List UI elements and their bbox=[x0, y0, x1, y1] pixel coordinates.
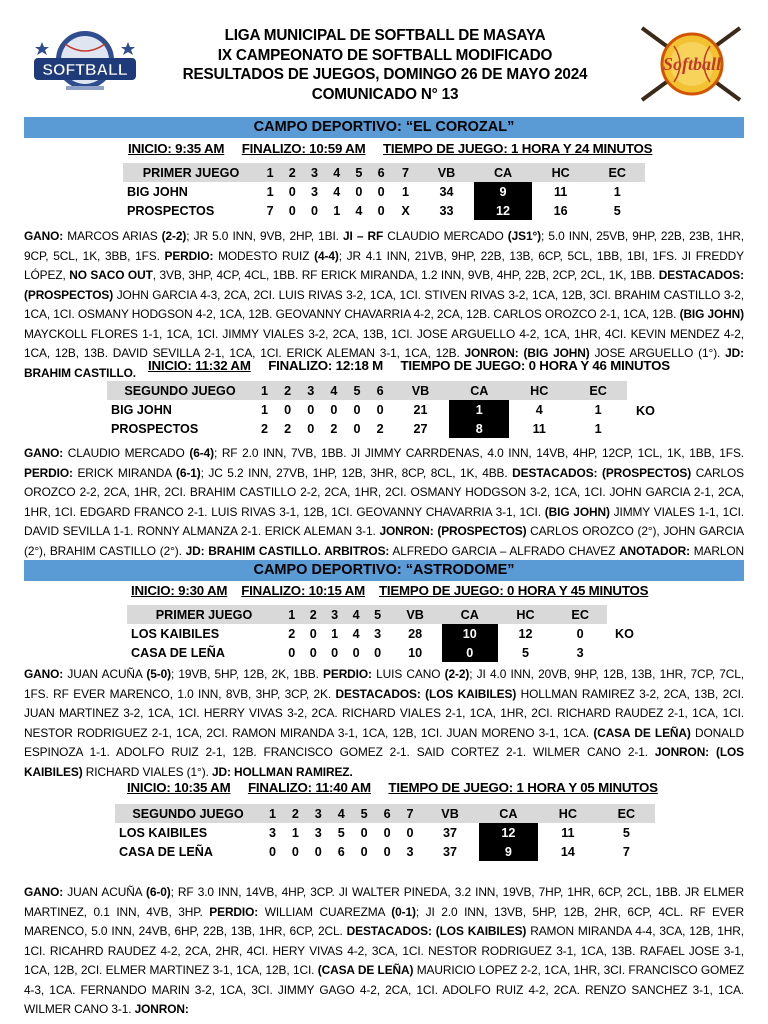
title-line-1: LIGA MUNICIPAL DE SOFTBALL DE MASAYA bbox=[224, 27, 546, 44]
game-3-finalizo: FINALIZO: 10:15 AM bbox=[241, 583, 365, 598]
column-header: 6 bbox=[370, 163, 392, 182]
game-1-team-row bbox=[123, 182, 645, 201]
column-header: VB bbox=[421, 804, 478, 823]
score-cell: 12 bbox=[479, 823, 539, 842]
game-1-finalizo: FINALIZO: 10:59 AM bbox=[241, 141, 366, 156]
summary-text: , 3VB, 3HP, 4CP, 4CL, 1BB. RF ERICK MIRANDA, 1.2 INN, 9VB, 4HP, 22B, 2CP, 2CL, 1K, 1BB. bbox=[152, 268, 659, 282]
game-4-team-row bbox=[115, 823, 655, 842]
game-1-scoreboard bbox=[123, 163, 645, 220]
column-header: 5 bbox=[353, 804, 376, 823]
title-line-3: RESULTADOS DE JUEGOS, DOMINGO 26 DE MAYO 2024 bbox=[182, 66, 588, 84]
score-cell: 0 bbox=[360, 844, 368, 859]
summary-label: (6-4) bbox=[189, 446, 214, 460]
game-2-tiempo: TIEMPO DE JUEGO: 0 HORA Y 46 MINUTOS bbox=[400, 358, 670, 373]
summary-text: RICHARD VIALES (1°). bbox=[82, 764, 212, 779]
summary-label: JD: BRAHIM CASTILLO. bbox=[24, 346, 744, 380]
game-3-times bbox=[131, 583, 648, 598]
team-name: CASA DE LEÑA bbox=[131, 645, 225, 660]
score-cell: 2 bbox=[330, 421, 338, 436]
field-banner-el-corozal: CAMPO DEPORTIVO: “EL COROZAL” bbox=[24, 117, 744, 138]
score-cell: 5 bbox=[337, 825, 345, 840]
score-cell: 0 bbox=[377, 203, 385, 218]
summary-label: JONRON: (LOS KAIBILES) bbox=[24, 745, 744, 779]
score-cell: 0 bbox=[331, 645, 339, 660]
score-cell: 0 bbox=[352, 645, 360, 660]
game-header-label: PRIMER JUEGO bbox=[127, 605, 281, 624]
column-header: CA bbox=[479, 804, 539, 823]
summary-label: GANO: bbox=[24, 446, 64, 460]
score-cell: X bbox=[401, 203, 410, 218]
score-cell: 0 bbox=[307, 421, 315, 436]
score-cell: 16 bbox=[553, 203, 568, 218]
game-2-scoreboard bbox=[107, 381, 627, 438]
summary-label: JD: BRAHIM CASTILLO. ARBITROS: bbox=[185, 543, 390, 558]
game-3-ko-label: KO bbox=[615, 627, 634, 641]
column-header: 6 bbox=[376, 804, 399, 823]
column-header: 5 bbox=[348, 163, 370, 182]
summary-text: ; JR 5.0 INN, 9VB, 2HP, 1BI. bbox=[186, 229, 343, 243]
score-cell: 33 bbox=[439, 203, 454, 218]
score-cell: 0 bbox=[377, 184, 385, 199]
summary-text: MAURICIO LOPEZ 2-2, 1CA, 1HR, 3CI. FRANCISCO GOMEZ 4-3, 1CA. FERNANDO MARIN 3-2, 1CA, 3CI. JIMMY GAGO 4-2, 2CA, 1CI. ADOLFO RUIZ 4-2, 2CA. RENZO SANCHEZ 3-1, 1CA. WILMER CANO 3-1. bbox=[24, 963, 745, 1016]
summary-label: (BIG JOHN) bbox=[544, 504, 610, 519]
summary-label: (2-2) bbox=[444, 667, 470, 681]
column-header: EC bbox=[569, 381, 627, 400]
score-cell: 9 bbox=[474, 182, 532, 201]
softball-logo-right bbox=[636, 20, 748, 108]
game-1-header-row bbox=[123, 163, 645, 182]
document-title bbox=[160, 26, 610, 104]
column-header: VB bbox=[392, 381, 450, 400]
summary-text: RAMON MIRANDA 4-4, 3CA, 12B, 1HR, 1CI. RICAHRD RAUDEZ 4-2, 2CA, 2HR, 4CI. HERY VIVAS 4-2, 3CA, 1CI. NESTOR RODRIGUEZ 3-1, 1CA, 13B. RAFAEL JOSE 3-1, 1CA, 12B, 2CI. ELMER MARTINEZ 3-1, 1CA, 12B, 1CI. bbox=[24, 924, 744, 977]
summary-text: ; JI 2.0 INN, 13VB, 5HP, 12B, 2HR, 6CP, 4CL. RF EVER MARENCO, 5.0 INN, 24VB, 6HP, 22B, 13B, 1HR, 6CP, 2CL. bbox=[24, 904, 744, 938]
summary-text: CLAUDIO MERCADO bbox=[63, 446, 190, 460]
game-2-inicio: INICIO: 11:32 AM bbox=[148, 358, 251, 373]
summary-label: DESTACADOS: (PROSPECTOS) bbox=[512, 465, 692, 480]
score-cell: 0 bbox=[311, 203, 319, 218]
summary-text: ; 5.0 INN, 25VB, 9HP, 22B, 23B, 1HR, 9CP, 5CL, 1K, 3BB, 1FS. bbox=[24, 229, 744, 263]
summary-label: (4-4) bbox=[314, 248, 339, 263]
column-header: HC bbox=[509, 381, 569, 400]
game-4-times bbox=[127, 780, 658, 795]
summary-text: ERICK MIRANDA bbox=[72, 465, 176, 480]
summary-text: LUIS CANO bbox=[371, 667, 445, 681]
summary-label: NO SACO OUT bbox=[69, 268, 153, 282]
score-cell: 7 bbox=[266, 203, 274, 218]
game-3-header-row bbox=[127, 605, 607, 624]
game-1-team-row bbox=[123, 201, 645, 220]
column-header: 5 bbox=[345, 381, 368, 400]
game-4-summary bbox=[24, 883, 744, 1020]
column-header: EC bbox=[589, 163, 645, 182]
game-3-team-row bbox=[127, 624, 607, 643]
summary-label: JD: HOLLMAN RAMIREZ. bbox=[211, 764, 353, 779]
score-cell: 3 bbox=[311, 184, 319, 199]
summary-label: (5-0) bbox=[146, 667, 171, 681]
column-header: EC bbox=[553, 605, 607, 624]
game-4-scoreboard bbox=[115, 804, 655, 861]
score-cell: 5 bbox=[521, 645, 529, 660]
column-header: 2 bbox=[276, 381, 299, 400]
score-cell: 0 bbox=[383, 844, 391, 859]
score-cell: 1 bbox=[261, 402, 269, 417]
score-cell: 11 bbox=[532, 421, 546, 436]
score-cell: 0 bbox=[374, 645, 382, 660]
score-cell: 3 bbox=[576, 645, 584, 660]
summary-label: PERDIO: bbox=[323, 667, 372, 681]
score-cell: 0 bbox=[288, 184, 296, 199]
field-banner-astrodome: CAMPO DEPORTIVO: “ASTRODOME” bbox=[24, 560, 744, 581]
summary-text: ; RF 3.0 INN, 14VB, 4HP, 3CP. JI WALTER PINEDA, 3.2 INN, 19VB, 7HP, 1HR, 6CP, 2CL, 1BB. JR ELMER MARTINEZ, 0.1 INN, 4VB, 3HP. bbox=[24, 885, 744, 919]
game-3-tiempo: TIEMPO DE JUEGO: 0 HORA Y 45 MINUTOS bbox=[378, 583, 649, 598]
column-header: VB bbox=[419, 163, 474, 182]
team-name: BIG JOHN bbox=[127, 184, 188, 199]
game-header-label: SEGUNDO JUEGO bbox=[107, 381, 253, 400]
score-cell: 0 bbox=[576, 626, 584, 641]
column-header: 2 bbox=[302, 605, 323, 624]
summary-label: PERDIO: bbox=[164, 248, 214, 263]
column-header: 7 bbox=[399, 804, 422, 823]
score-cell: 0 bbox=[307, 402, 315, 417]
score-cell: 2 bbox=[288, 626, 296, 641]
summary-text: ; RF 2.0 INN, 7VB, 1BB. JI JIMMY CARRDENAS, 4.0 INN, 14VB, 4HP, 12CP, 1CL, 1K, 1BB, 1FS. bbox=[213, 446, 744, 460]
score-cell: 0 bbox=[383, 825, 391, 840]
column-header: 5 bbox=[367, 605, 388, 624]
column-header: CA bbox=[474, 163, 532, 182]
summary-label: GANO: bbox=[24, 885, 64, 899]
score-cell: 34 bbox=[439, 184, 454, 199]
score-cell: 0 bbox=[268, 844, 276, 859]
score-cell: 1 bbox=[613, 184, 621, 199]
score-cell: 0 bbox=[288, 203, 296, 218]
game-2-team-row bbox=[107, 400, 627, 419]
column-header: 4 bbox=[322, 381, 345, 400]
summary-label: GANO: bbox=[24, 229, 64, 243]
score-cell: 0 bbox=[353, 402, 361, 417]
logo-right-text: Softball bbox=[662, 54, 722, 74]
column-header: 7 bbox=[392, 163, 419, 182]
column-header: 4 bbox=[345, 605, 366, 624]
column-header: VB bbox=[388, 605, 442, 624]
document-header bbox=[0, 0, 768, 115]
column-header: CA bbox=[442, 605, 498, 624]
summary-text: CARLOS OROZCO 2-2, 2CA, 1HR, 2CI. BRAHIM CASTILLO 2-2, 2CA, 1HR, 2CI. OSMANY HODGSON 3-2, 1CA, 1CI. JOHN GARCIA 2-1, 2CA, 1HR, 1CI. EDGARD FRANCO 2-1. LUIS RIVAS 3-1, 12B, 1CI. GEOVANNY CHAVARRIA 3-1, 1CI. bbox=[24, 465, 744, 519]
summary-label: ANOTADOR: bbox=[619, 543, 690, 558]
score-cell: 11 bbox=[554, 184, 568, 199]
summary-text: ; JR 4.1 INN, 21VB, 9HP, 22B, 13B, 6CP, 5CL, 1BB, 1BI, 1FS. JI FREDDY LÓPEZ, bbox=[24, 248, 745, 282]
summary-label: JI – RF bbox=[343, 229, 384, 243]
game-1-inicio: INICIO: 9:35 AM bbox=[128, 141, 225, 156]
summary-text: JUAN ACUÑA bbox=[63, 667, 147, 681]
score-cell: 0 bbox=[442, 643, 498, 662]
summary-text: DONALD ESPINOZA 1-1. ADOLFO RUIZ 2-1, 12B. FRANCISCO GOMEZ 2-1. SAID CORTEZ 2-1. WILMER CANO 2-1. bbox=[24, 725, 744, 759]
score-cell: 1 bbox=[291, 825, 299, 840]
score-cell: 5 bbox=[613, 203, 621, 218]
score-cell: 0 bbox=[309, 645, 317, 660]
summary-label: DESTACADOS: (PROSPECTOS) bbox=[24, 268, 744, 302]
score-cell: 6 bbox=[337, 844, 345, 859]
column-header: CA bbox=[449, 381, 509, 400]
game-2-times bbox=[148, 358, 670, 373]
team-name: BIG JOHN bbox=[111, 402, 172, 417]
summary-text: JOSE ARGUELLO (1°). bbox=[589, 346, 726, 360]
score-cell: 4 bbox=[355, 203, 363, 218]
summary-label: (BIG JOHN) bbox=[679, 307, 744, 321]
summary-label: GANO: bbox=[24, 667, 64, 681]
score-cell: 0 bbox=[288, 645, 296, 660]
summary-text: HOLLMAN RAMIREZ 3-2, 2CA, 13B, 2CI. JUAN MARTINEZ 3-2, 1CA, 1CI. HERRY VIVAS 3-2, 2CA. RICHARD VIALES 2-1, 1CA, 1HR, 2CI. RICHARD RAUDEZ 2-1, 1CA, 1CI. NESTOR RODRIGUEZ 2-1, 1CA, 2CI. RAMON MIRANDA 3-1, 1CA, 12B, 1CI. JUAN MORENO 3-1, 1CA. bbox=[24, 686, 744, 740]
summary-text: MARCOS ARIAS bbox=[63, 229, 162, 243]
score-cell: 2 bbox=[284, 421, 292, 436]
score-cell: 27 bbox=[413, 421, 428, 436]
column-header: 2 bbox=[284, 804, 307, 823]
team-name: PROSPECTOS bbox=[127, 203, 215, 218]
score-cell: 0 bbox=[314, 844, 322, 859]
score-cell: 2 bbox=[261, 421, 269, 436]
column-header: 3 bbox=[307, 804, 330, 823]
game-2-team-row bbox=[107, 419, 627, 438]
game-3-team-row bbox=[127, 643, 607, 662]
column-header: 1 bbox=[253, 381, 276, 400]
summary-label: DESTACADOS: (LOS KAIBILES) bbox=[346, 924, 527, 938]
score-cell: 1 bbox=[594, 402, 602, 417]
score-cell: 4 bbox=[333, 184, 341, 199]
score-cell: 1 bbox=[331, 626, 339, 641]
summary-label: PERDIO: bbox=[209, 904, 259, 919]
game-3-inicio: INICIO: 9:30 AM bbox=[131, 583, 228, 598]
summary-text: JOHN GARCIA 4-3, 2CA, 2CI. LUIS RIVAS 3-2, 1CA, 1CI. STIVEN RIVAS 3-2, 1CA, 12B, 3CI. BRAHIM CASTILLO 3-2, 1CA, 1CI. OSMANY HODGSON 4-2, 1CA, 12B. GEOVANNY CHAVARRIA 4-2, 2CA, 12B. CARLOS OROZCO 2-1, 1CA, 12B. bbox=[24, 287, 744, 321]
game-2-header-row bbox=[107, 381, 627, 400]
score-cell: 5 bbox=[622, 825, 630, 840]
score-cell: 2 bbox=[376, 421, 384, 436]
team-name: LOS KAIBILES bbox=[119, 825, 208, 840]
game-header-label: SEGUNDO JUEGO bbox=[115, 804, 261, 823]
score-cell: 10 bbox=[408, 645, 423, 660]
score-cell: 1 bbox=[594, 421, 602, 436]
summary-label: PERDIO: bbox=[24, 465, 73, 480]
score-cell: 0 bbox=[330, 402, 338, 417]
score-cell: 14 bbox=[560, 844, 575, 859]
summary-text: CLAUDIO MERCADO bbox=[383, 229, 508, 243]
softball-logo-left bbox=[32, 22, 138, 102]
summary-label: (CASA DE LEÑA) bbox=[317, 963, 414, 977]
column-header: HC bbox=[498, 605, 554, 624]
summary-text: CARLOS OROZCO (2°), JOHN GARCIA (2°), BRAHIM CASTILLO (2°). bbox=[24, 524, 745, 558]
score-cell: 12 bbox=[474, 201, 532, 220]
game-header-label: PRIMER JUEGO bbox=[123, 163, 259, 182]
column-header: 3 bbox=[324, 605, 345, 624]
summary-text: ; JC 5.2 INN, 27VB, 1HP, 12B, 3HR, 8CP, 8CL, 1K, 4BB. bbox=[200, 465, 513, 480]
score-cell: 7 bbox=[622, 844, 630, 859]
summary-label: JONRON: (BIG JOHN) bbox=[464, 346, 590, 360]
score-cell: 11 bbox=[561, 825, 575, 840]
summary-label: (2-2) bbox=[161, 229, 187, 243]
score-cell: 0 bbox=[353, 421, 361, 436]
summary-text: ; JI 4.0 INN, 20VB, 9HP, 12B, 13B, 1HR, 7CP, 7CL, 1FS. RF EVER MARENCO, 1.0 INN, 8VB, 3HP, 3CP, 2K. bbox=[24, 667, 744, 701]
score-cell: 0 bbox=[376, 402, 384, 417]
score-cell: 0 bbox=[406, 825, 414, 840]
game-1-times bbox=[128, 141, 652, 156]
score-cell: 1 bbox=[449, 400, 509, 419]
score-cell: 37 bbox=[443, 844, 458, 859]
score-cell: 21 bbox=[413, 402, 428, 417]
score-cell: 8 bbox=[449, 419, 509, 438]
game-2-finalizo: FINALIZO: 12:18 M bbox=[268, 358, 384, 373]
summary-text: WILLIAM CUAREZMA bbox=[258, 904, 392, 919]
score-cell: 0 bbox=[309, 626, 317, 641]
column-header: 4 bbox=[326, 163, 348, 182]
summary-text: JUAN ACUÑA bbox=[63, 885, 146, 899]
summary-text: JIMMY VIALES 1-1, 1CI. DAVID SEVILLA 1-1. RONNY ALMANZA 2-1. ERICK ALEMAN 3-1. bbox=[24, 504, 744, 538]
score-cell: 9 bbox=[479, 842, 539, 861]
game-4-header-row bbox=[115, 804, 655, 823]
score-cell: 4 bbox=[535, 402, 543, 417]
summary-text: MODESTO RUIZ bbox=[213, 248, 315, 263]
column-header: 1 bbox=[281, 605, 302, 624]
summary-label: (6-0) bbox=[145, 885, 171, 899]
game-2-ko-label: KO bbox=[636, 404, 655, 418]
game-4-inicio: INICIO: 10:35 AM bbox=[127, 780, 231, 795]
game-4-tiempo: TIEMPO DE JUEGO: 1 HORA Y 05 MINUTOS bbox=[388, 780, 658, 795]
game-3-scoreboard bbox=[127, 605, 607, 662]
column-header: HC bbox=[538, 804, 598, 823]
score-cell: 1 bbox=[266, 184, 274, 199]
score-cell: 4 bbox=[352, 626, 360, 641]
column-header: 6 bbox=[369, 381, 392, 400]
score-cell: 37 bbox=[443, 825, 458, 840]
team-name: CASA DE LEÑA bbox=[119, 844, 213, 859]
score-cell: 0 bbox=[355, 184, 363, 199]
team-name: PROSPECTOS bbox=[111, 421, 199, 436]
summary-label: JONRON: bbox=[134, 1002, 189, 1016]
summary-label: JONRON: (PROSPECTOS) bbox=[379, 524, 527, 538]
summary-label: (JS1°) bbox=[507, 229, 542, 243]
column-header: EC bbox=[598, 804, 655, 823]
score-cell: 1 bbox=[333, 203, 341, 218]
column-header: 1 bbox=[261, 804, 284, 823]
score-cell: 1 bbox=[402, 184, 410, 199]
score-cell: 0 bbox=[291, 844, 299, 859]
summary-label: (0-1) bbox=[391, 904, 416, 919]
title-line-2: IX CAMPEONATO DE SOFTBALL MODIFICADO bbox=[217, 46, 553, 64]
score-cell: 0 bbox=[284, 402, 292, 417]
column-header: 2 bbox=[281, 163, 303, 182]
title-line-4: COMUNICADO N° 13 bbox=[311, 85, 459, 103]
summary-label: DESTACADOS: (LOS KAIBILES) bbox=[335, 686, 517, 701]
score-cell: 3 bbox=[374, 626, 382, 641]
score-cell: 3 bbox=[268, 825, 276, 840]
summary-text: MAYCKOLL FLORES 1-1, 1CA, 1CI. JIMMY VIALES 3-2, 2CA, 13B, 1CI. JOSE ARGUELLO 4-2, 1CA, 1HR, 4CI. KEVIN MENDEZ 4-2, 1CA, 12B, 13B. DAVID SEVILLA 2-1, 1CA, 1CI. ERICK ALEMAN 3-1, 1CA, 12B. bbox=[24, 326, 744, 360]
score-cell: 12 bbox=[518, 626, 533, 641]
score-cell: 0 bbox=[360, 825, 368, 840]
game-4-team-row bbox=[115, 842, 655, 861]
column-header: 1 bbox=[259, 163, 281, 182]
logo-left-text: SOFTBALL bbox=[42, 62, 128, 79]
summary-label: (6-1) bbox=[175, 465, 201, 480]
column-header: 4 bbox=[330, 804, 353, 823]
score-cell: 28 bbox=[408, 626, 423, 641]
game-3-summary bbox=[24, 665, 744, 782]
score-cell: 3 bbox=[314, 825, 322, 840]
summary-text: ; 19VB, 5HP, 12B, 2K, 1BB. bbox=[170, 667, 324, 681]
game-4-finalizo: FINALIZO: 11:40 AM bbox=[247, 780, 371, 795]
column-header: 3 bbox=[299, 381, 322, 400]
score-cell: 10 bbox=[442, 624, 498, 643]
game-1-tiempo: TIEMPO DE JUEGO: 1 HORA Y 24 MINUTOS bbox=[382, 141, 653, 156]
summary-text: ALFREDO GARCIA – ALFRADO CHAVEZ bbox=[389, 543, 620, 558]
team-name: LOS KAIBILES bbox=[131, 626, 220, 641]
score-cell: 3 bbox=[406, 844, 414, 859]
summary-text: MARLON bbox=[693, 543, 744, 558]
column-header: HC bbox=[532, 163, 590, 182]
summary-label: (CASA DE LEÑA) bbox=[593, 725, 691, 740]
column-header: 3 bbox=[303, 163, 325, 182]
